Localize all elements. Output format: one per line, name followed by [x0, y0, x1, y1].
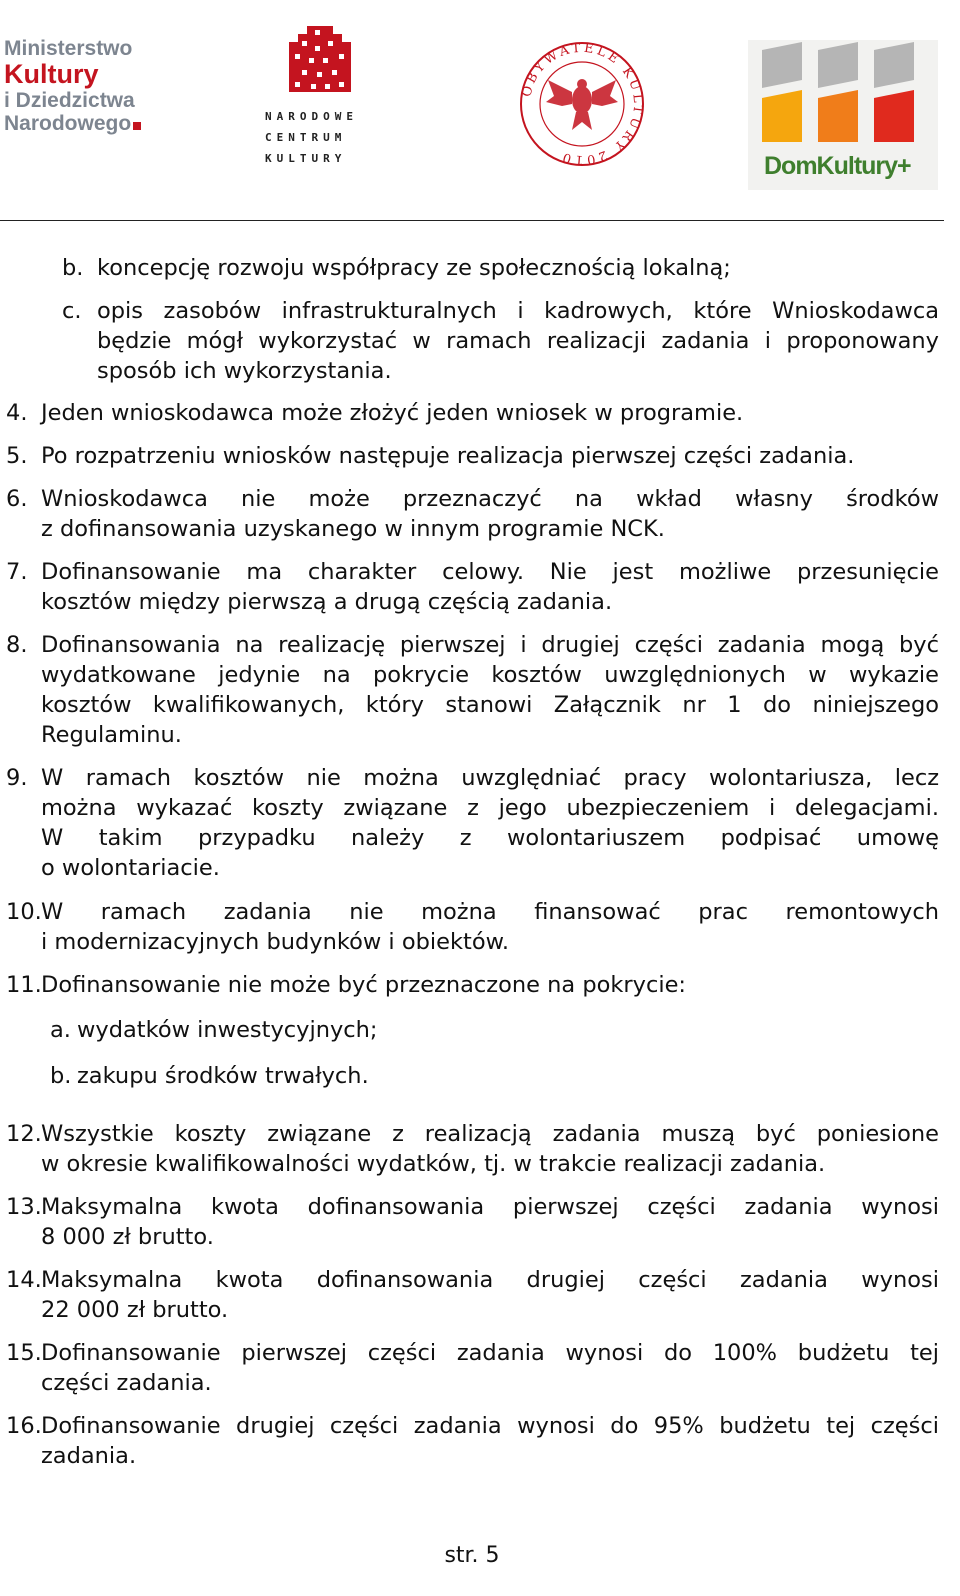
item-7-line-1: Dofinansowanie ma charakter celowy. Nie jest możliwe przesunięcie: [41, 559, 939, 585]
seal-text: OBYWATELE KULTURY 2010: [519, 40, 646, 168]
nck-logo-line2: CENTRUM: [265, 131, 347, 144]
item-11-line-1: Dofinansowanie nie może być przeznaczone na pokrycie:: [41, 972, 687, 998]
nck-logo: [265, 26, 385, 169]
item-7-number: 7.: [6, 559, 28, 585]
item-8-line-2: wydatkowane jedynie na pokrycie kosztów uwzględnionych w wykazie: [41, 662, 939, 688]
item-5-number: 5.: [6, 443, 28, 469]
item-11b-line-1: zakupu środków trwałych.: [77, 1063, 369, 1089]
item-c-line-2: będzie mógł wykorzystać w ramach realizacji zadania i proponowany: [97, 328, 939, 354]
item-15-line-2: części zadania.: [41, 1370, 212, 1396]
ministry-logo-line3: i Dziedzictwa: [4, 89, 135, 112]
obywatele-kultury-seal-icon: [518, 40, 646, 168]
page-number: str. 5: [444, 1543, 500, 1568]
item-7-line-2: kosztów między pierwszą a drugą częścią zadania.: [41, 589, 613, 615]
item-11a-line-1: wydatków inwestycyjnych;: [77, 1017, 378, 1043]
ministry-logo-dot-icon: [133, 122, 141, 130]
item-16-line-2: zadania.: [41, 1443, 137, 1469]
item-4-line-1: Jeden wnioskodawca może złożyć jeden wniosek w programie.: [41, 400, 744, 426]
item-8-line-3: kosztów kwalifikowanych, który stanowi Załącznik nr 1 do niniejszego: [41, 692, 939, 718]
item-12-line-2: w okresie kwalifikowalności wydatków, tj. w trakcie realizacji zadania.: [41, 1151, 826, 1177]
item-13-line-1: Maksymalna kwota dofinansowania pierwszej części zadania wynosi: [41, 1194, 939, 1220]
item-9-line-1: W ramach kosztów nie można uwzględniać pracy wolontariusza, lecz: [41, 765, 939, 791]
nck-logo-line3: KULTURY: [265, 152, 347, 165]
item-11-number: 11.: [6, 972, 42, 998]
header-divider: [0, 220, 944, 221]
item-8-line-4: Regulaminu.: [41, 722, 182, 748]
item-c-line-3: sposób ich wykorzystania.: [97, 358, 392, 384]
item-14-line-2: 22 000 zł brutto.: [41, 1297, 229, 1323]
ministry-logo-line1: Ministerstwo: [4, 37, 133, 60]
item-11b-number: b.: [50, 1063, 72, 1089]
item-16-line-1: Dofinansowanie drugiej części zadania wynosi do 95% budżetu tej części: [41, 1413, 939, 1439]
item-8-number: 8.: [6, 632, 28, 658]
item-12-number: 12.: [6, 1121, 42, 1147]
item-c-line-1: opis zasobów infrastrukturalnych i kadrowych, które Wnioskodawca: [97, 298, 939, 324]
ministry-logo: [4, 38, 174, 134]
item-15-number: 15.: [6, 1340, 42, 1366]
item-16-number: 16.: [6, 1413, 42, 1439]
item-13-line-2: 8 000 zł brutto.: [41, 1224, 214, 1250]
item-8-line-1: Dofinansowania na realizację pierwszej i drugiej części zadania mogą być: [41, 632, 939, 658]
ministry-logo-line4: Narodowego: [4, 112, 132, 135]
item-11a-number: a.: [50, 1017, 71, 1043]
item-4-number: 4.: [6, 400, 28, 426]
ministry-logo-line2: Kultury: [4, 59, 99, 89]
nck-logo-line1: NARODOWE: [265, 110, 358, 123]
item-14-line-1: Maksymalna kwota dofinansowania drugiej części zadania wynosi: [41, 1267, 939, 1293]
item-12-line-1: Wszystkie koszty związane z realizacją zadania muszą być poniesione: [41, 1121, 939, 1147]
item-b-number: b.: [62, 255, 84, 281]
item-6-line-2: z dofinansowania uzyskanego w innym programie NCK.: [41, 516, 665, 542]
item-c-number: c.: [62, 298, 82, 324]
item-5-line-1: Po rozpatrzeniu wniosków następuje realizacja pierwszej części zadania.: [41, 443, 855, 469]
item-9-number: 9.: [6, 765, 28, 791]
item-14-number: 14.: [6, 1267, 42, 1293]
item-15-line-1: Dofinansowanie pierwszej części zadania wynosi do 100% budżetu tej: [41, 1340, 939, 1366]
item-6-number: 6.: [6, 486, 28, 512]
dom-kultury-logo: [748, 40, 938, 190]
item-10-number: 10.: [6, 899, 42, 925]
dom-kultury-name: DomKultury+: [764, 152, 911, 180]
item-13-number: 13.: [6, 1194, 42, 1220]
dom-kultury-blocks-icon: [748, 40, 938, 150]
item-10-line-2: i modernizacyjnych budynków i obiektów.: [41, 929, 510, 955]
item-9-line-2: można wykazać koszty związane z jego ubezpieczeniem i delegacjami.: [41, 795, 939, 821]
nck-emblem-icon: [289, 26, 351, 92]
item-9-line-3: W takim przypadku należy z wolontariuszem podpisać umowę: [41, 825, 939, 851]
item-9-line-4: o wolontariacie.: [41, 855, 220, 881]
item-6-line-1: Wnioskodawca nie może przeznaczyć na wkład własny środków: [41, 486, 939, 512]
item-10-line-1: W ramach zadania nie można finansować prac remontowych: [41, 899, 939, 925]
item-b-line-1: koncepcję rozwoju współpracy ze społecznością lokalną;: [97, 255, 731, 281]
page-header: [0, 0, 960, 220]
